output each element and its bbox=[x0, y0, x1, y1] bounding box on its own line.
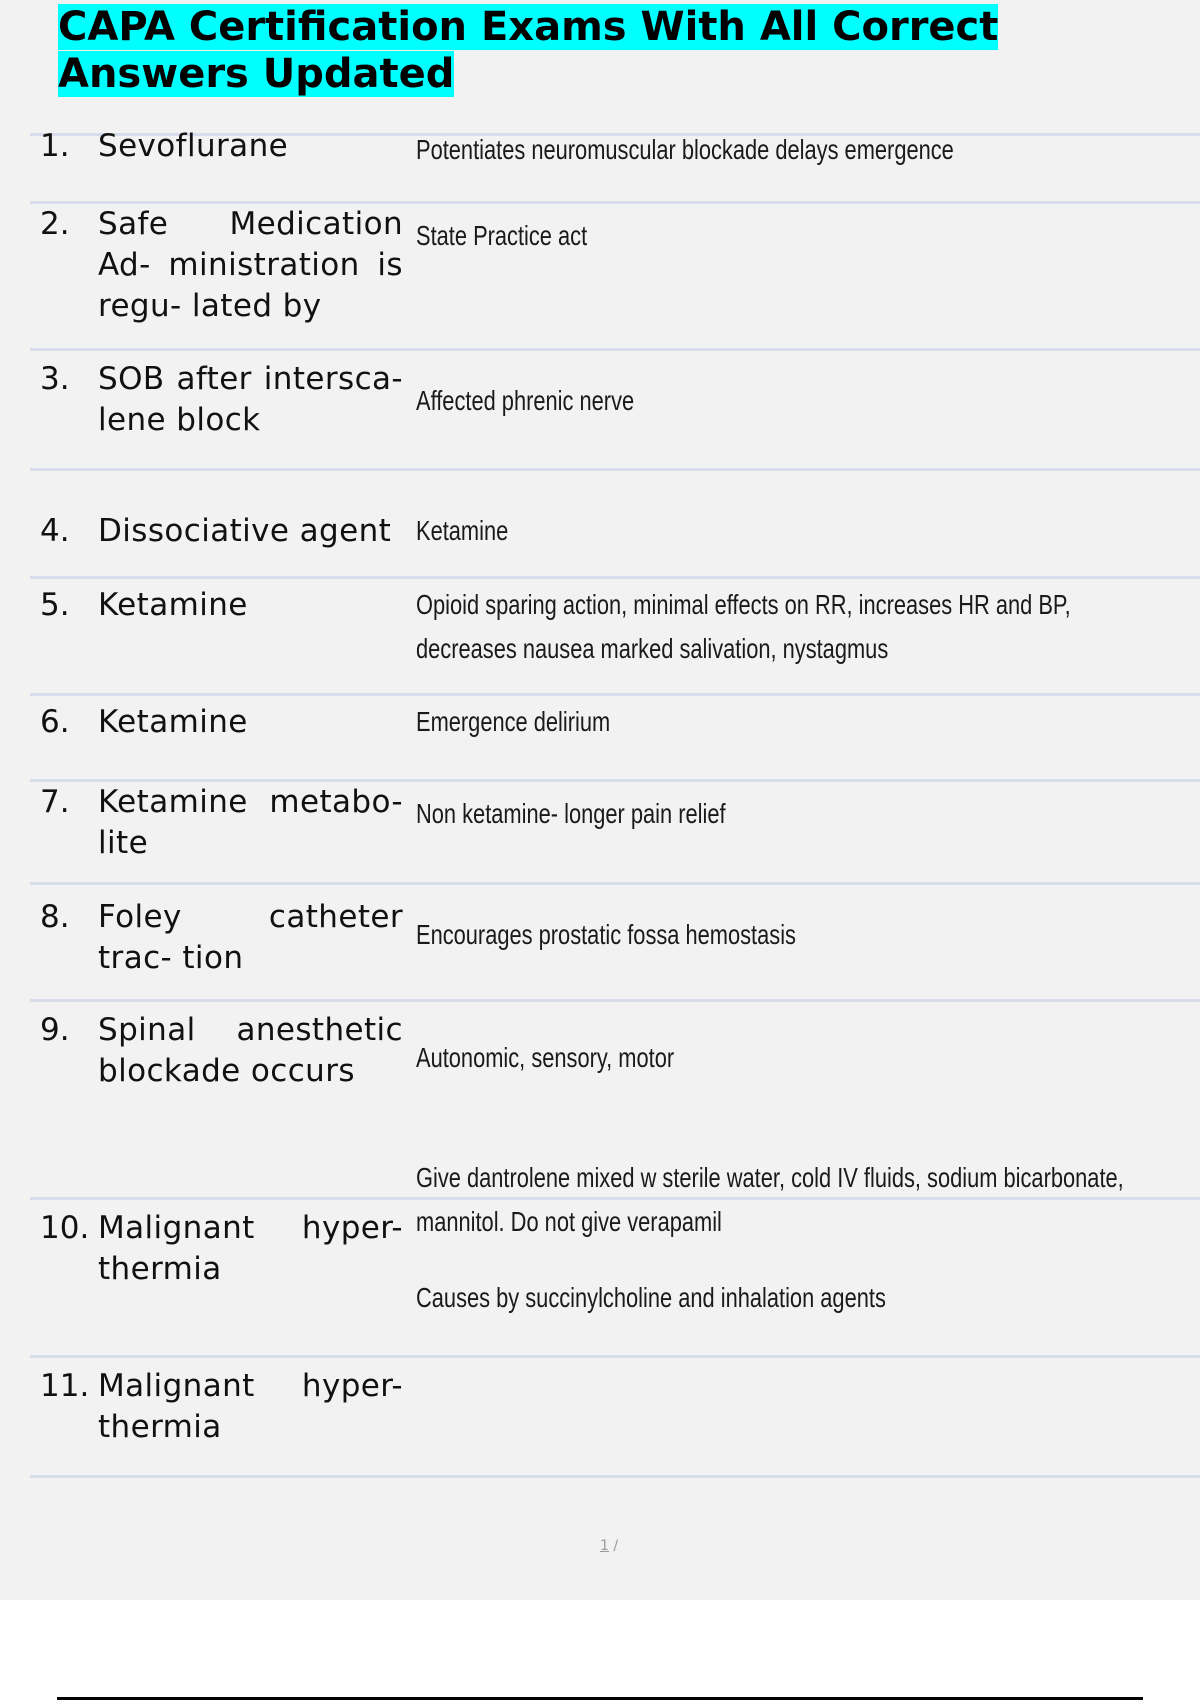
table-row bbox=[30, 579, 1200, 696]
definition-line: Encourages prostatic fossa hemostasis bbox=[416, 919, 796, 950]
page-number-suffix: / bbox=[613, 1538, 619, 1554]
page-number-value: 1 bbox=[600, 1538, 609, 1554]
row-term: Ketamine bbox=[98, 704, 248, 740]
definition-line: Emergence delirium bbox=[416, 706, 611, 737]
definition-line: Autonomic, sensory, motor bbox=[416, 1042, 675, 1073]
row-10-definition bbox=[416, 1156, 1124, 1244]
row-definition bbox=[416, 792, 1040, 836]
table-row bbox=[30, 1358, 1200, 1478]
row-term: Sevoflurane bbox=[98, 128, 289, 164]
row-number: 1. bbox=[40, 128, 70, 164]
definition-line: Causes by succinylcholine and inhalation agents bbox=[416, 1282, 886, 1313]
row-number: 10. bbox=[40, 1210, 90, 1246]
row-definition bbox=[416, 1036, 1040, 1080]
definition-line: Give dantrolene mixed w sterile water, cold IV fluids, sodium bicarbonate, bbox=[416, 1162, 1124, 1193]
row-number: 5. bbox=[40, 587, 70, 623]
table-row bbox=[30, 471, 1200, 579]
row-term: Malignant hyper- thermia bbox=[98, 1210, 403, 1287]
table-row bbox=[30, 885, 1200, 1002]
row-number: 11. bbox=[40, 1368, 90, 1404]
row-number: 9. bbox=[40, 1012, 70, 1048]
row-11-definition bbox=[416, 1276, 886, 1320]
row-term: Dissociative agent bbox=[98, 513, 392, 549]
row-number: 6. bbox=[40, 704, 70, 740]
row-number: 3. bbox=[40, 361, 70, 397]
table-row bbox=[30, 696, 1200, 782]
table-row bbox=[30, 204, 1200, 351]
definition-line: decreases nausea marked salivation, nystagmus bbox=[416, 633, 889, 664]
row-number: 8. bbox=[40, 899, 70, 935]
row-term: Spinal anesthetic blockade occurs bbox=[98, 1012, 403, 1089]
table-row bbox=[30, 118, 1200, 204]
row-definition bbox=[416, 509, 1040, 553]
row-number: 7. bbox=[40, 784, 70, 820]
row-number: 2. bbox=[40, 206, 70, 242]
table-row bbox=[30, 782, 1200, 885]
definition-line: Ketamine bbox=[416, 515, 509, 546]
row-definition bbox=[416, 700, 1040, 744]
definition-line: State Practice act bbox=[416, 220, 588, 251]
page-number bbox=[600, 1538, 618, 1554]
table-row bbox=[30, 351, 1200, 471]
title-line-1: CAPA Certification Exams With All Correct bbox=[58, 4, 999, 50]
row-term: Ketamine bbox=[98, 587, 248, 623]
row-term: Safe Medication Ad- ministration is regu- lated by bbox=[98, 206, 403, 324]
definition-line: mannitol. Do not give verapamil bbox=[416, 1206, 722, 1237]
row-number: 4. bbox=[40, 513, 70, 549]
row-definition bbox=[416, 379, 1040, 423]
row-term: Foley catheter trac- tion bbox=[98, 899, 403, 976]
row-definition bbox=[416, 583, 1071, 671]
definition-line: Opioid sparing action, minimal effects on RR, increases HR and BP, bbox=[416, 589, 1071, 620]
row-term: SOB after intersca- lene block bbox=[98, 361, 403, 438]
definition-line: Potentiates neuromuscular blockade delays emergence bbox=[416, 134, 954, 165]
row-definition bbox=[416, 913, 1040, 957]
row-definition bbox=[416, 214, 1040, 258]
title-line-2: Answers Updated bbox=[58, 51, 455, 97]
definition-line: Non ketamine- longer pain relief bbox=[416, 798, 726, 829]
row-definition bbox=[416, 128, 1040, 172]
row-term: Ketamine metabo- lite bbox=[98, 784, 403, 861]
row-term: Malignant hyper- thermia bbox=[98, 1368, 403, 1445]
definition-line: Affected phrenic nerve bbox=[416, 385, 635, 416]
